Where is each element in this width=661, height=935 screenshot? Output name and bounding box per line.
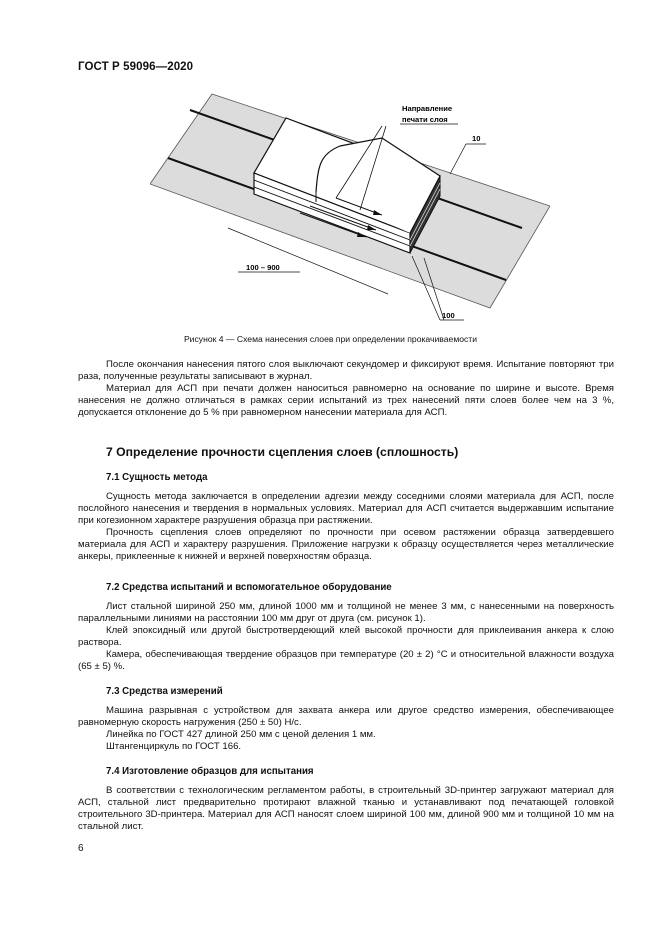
section-7-4-title: 7.4 Изготовление образцов для испытания xyxy=(106,766,314,777)
section-7-2-text xyxy=(78,601,614,674)
page-number: 6 xyxy=(78,843,84,854)
section-7-2-paragraph-1: Лист стальной шириной 250 мм, длиной 1000 мм и толщиной не менее 3 мм, с нанесенными на поверхность параллельными линиями на расстоянии 100 мм друг от друга (см. рисунок 1). xyxy=(78,601,614,625)
intro-text xyxy=(78,359,614,419)
section-7-1-paragraph-2: Прочность сцепления слоев определяют по прочности при осевом растяжении образца затвердевшего материала для АСП и характеру разрушения. Приложение нагрузки к образцу осуществляется через металлические анкеры, приклеенные к нижней и верхней поверхностям образца. xyxy=(78,527,614,563)
intro-paragraph-2: Материал для АСП при печати должен наноситься равномерно на основание по ширине и высоте. Время нанесения не должно отличаться в рамках серии испытаний из трех нанесений пяти слоев более чем на 3 %, допускается отклонение до 5 % при равномерном нанесении материала для АСП. xyxy=(78,383,614,419)
section-7-1-text xyxy=(78,491,614,564)
dim-10-line xyxy=(450,144,466,174)
section-7-3-paragraph-2: Линейка по ГОСТ 427 длиной 250 мм с ценой деления 1 мм. xyxy=(106,729,376,741)
document-header: ГОСТ Р 59096—2020 xyxy=(78,61,194,73)
section-7-3-paragraph-3: Штангенциркуль по ГОСТ 166. xyxy=(106,741,242,753)
dim-width-label: 100 xyxy=(442,311,455,320)
section-7-3-text xyxy=(78,705,614,753)
section-7-3-title: 7.3 Средства измерений xyxy=(106,686,223,697)
section-7-1-title: 7.1 Сущность метода xyxy=(106,472,208,483)
section-7-title: 7 Определение прочности сцепления слоев (сплошность) xyxy=(106,445,459,459)
section-7-3-paragraph-1: Машина разрывная с устройством для захвата анкера или другое средство измерения, обеспечивающее равномерную скорость нагружения (250 ± 50) Н/с. xyxy=(78,705,614,729)
direction-label-line2: печати слоя xyxy=(402,115,448,124)
section-7-2-title: 7.2 Средства испытаний и вспомогательное оборудование xyxy=(106,582,392,593)
figure-caption: Рисунок 4 — Схема нанесения слоев при определении прокачиваемости xyxy=(183,334,478,344)
section-7-4-text xyxy=(78,785,614,833)
section-7-4-paragraph-1: В соответствии с технологическим регламентом работы, в строительный 3D-принтер загружают материал для АСП, стальной лист предварительно протирают влажной тканью и устанавливают под печатающей головкой строительного 3D-принтера. Материал для АСП наносят слоем шириной 100 мм, длиной 900 мм и толщиной 10 мм на стальной лист. xyxy=(78,785,614,833)
intro-paragraph-1: После окончания нанесения пятого слоя выключают секундомер и фиксируют время. Испытание повторяют три раза, полученные результаты записывают в журнал. xyxy=(78,359,614,383)
section-7-1-paragraph-1: Сущность метода заключается в определении адгезии между соседними слоями материала для АСП, после послойного нанесения и твердения в нормальных условиях. Материал для АСП считается выдержавшим испытание при когезионном характере разрушения образца при растяжении. xyxy=(78,491,614,527)
dim-length-label: 100 – 900 xyxy=(246,263,280,272)
section-7-2-paragraph-2: Клей эпоксидный или другой быстротвердеющий клей высокой прочности для приклеивания анкера к слою раствора. xyxy=(78,625,614,649)
dim-10-label: 10 xyxy=(472,134,481,143)
direction-label-line1: Направление xyxy=(402,104,453,113)
section-7-2-paragraph-3: Камера, обеспечивающая твердение образцов при температуре (20 ± 2) °C и относительной влажности воздуха (65 ± 5) %. xyxy=(78,649,614,673)
figure-4-diagram xyxy=(150,88,550,328)
